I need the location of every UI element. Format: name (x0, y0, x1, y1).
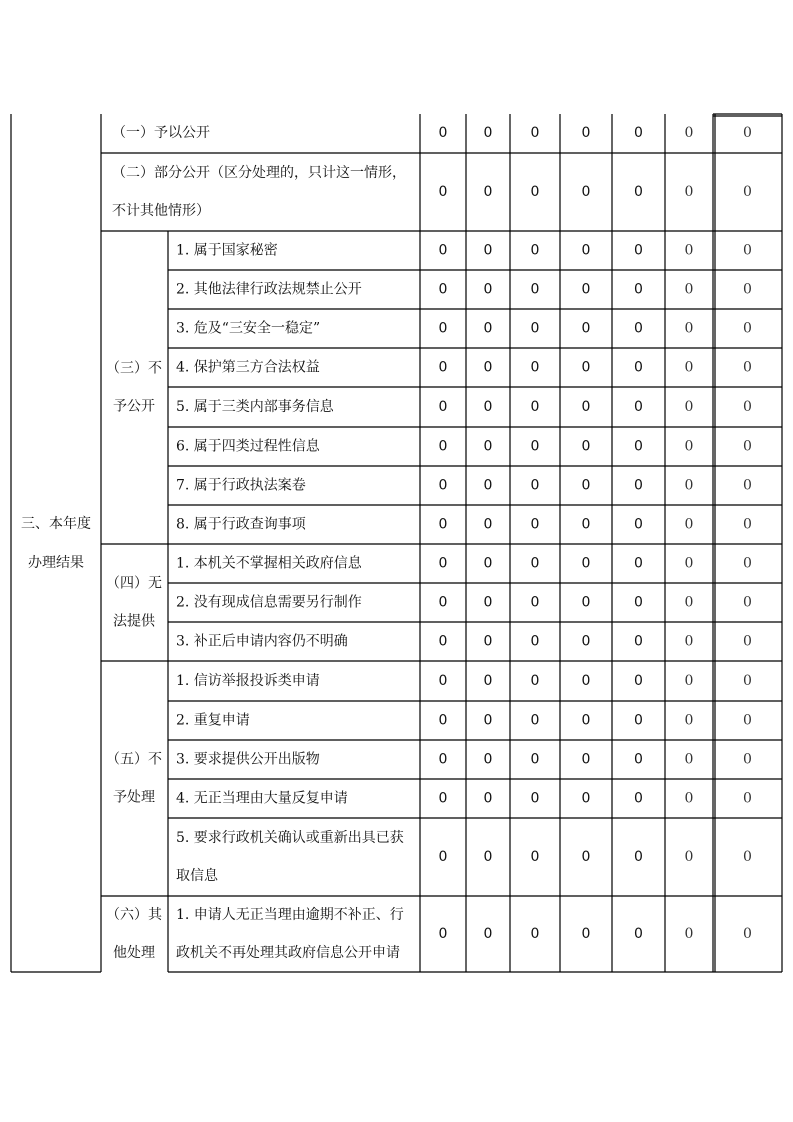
item-row-value: 0 (530, 594, 540, 611)
item-row-value: 0 (438, 555, 448, 572)
item-row-value: 0 (438, 477, 448, 494)
item-label: 5. 属于三类内部事务信息 (176, 399, 334, 415)
item-row-value: 0 (581, 242, 591, 259)
item-row-value: 0 (684, 399, 694, 415)
item-row-value: 0 (684, 751, 694, 768)
item-label: 政机关不再处理其政府信息公开申请 (176, 945, 400, 961)
item-row-value: 0 (743, 477, 752, 494)
item-row-value: 0 (581, 751, 591, 768)
group-label: 予处理 (113, 789, 155, 806)
item-row-value: 0 (684, 320, 694, 337)
item-label: 6. 属于四类过程性信息 (176, 438, 320, 455)
item-row-value: 0 (581, 673, 591, 689)
item-label: 4. 保护第三方合法权益 (176, 359, 320, 376)
item-row-value: 0 (438, 281, 448, 298)
group-label: （五）不 (106, 751, 162, 768)
category-open: （一）予以公开 (112, 125, 210, 141)
item-row-value: 0 (684, 438, 694, 455)
item-row-value: 0 (634, 673, 643, 689)
section-label: 三、本年度 (21, 516, 91, 532)
item-row-value: 0 (634, 926, 643, 942)
item-row-value: 0 (743, 849, 752, 865)
item-row-value: 0 (530, 281, 540, 298)
group-label: 他处理 (113, 945, 155, 961)
item-row-value: 0 (634, 751, 643, 768)
row-open-value: 0 (743, 125, 752, 141)
item-row-value: 0 (684, 790, 694, 807)
item-row-value: 0 (684, 712, 694, 729)
row-partial-value: 0 (684, 184, 694, 200)
group-label: 予公开 (113, 398, 155, 415)
item-row-value: 0 (634, 790, 643, 807)
item-row-value: 0 (684, 555, 694, 572)
category-partial: （二）部分公开（区分处理的，只计这一情形， (112, 165, 406, 181)
item-row-value: 0 (530, 926, 540, 942)
item-row-value: 0 (743, 926, 752, 942)
item-row-value: 0 (483, 633, 493, 650)
item-row-value: 0 (438, 320, 448, 337)
item-row-value: 0 (438, 594, 448, 611)
item-row-value: 0 (684, 281, 694, 298)
item-row-value: 0 (581, 399, 591, 415)
item-label: 取信息 (176, 868, 218, 884)
item-label: 3. 危及“三安全一稳定” (176, 320, 321, 337)
item-row-value: 0 (438, 790, 448, 807)
item-row-value: 0 (684, 926, 694, 942)
item-row-value: 0 (530, 555, 540, 572)
item-row-value: 0 (743, 555, 752, 572)
item-row-value: 0 (634, 516, 643, 533)
item-row-value: 0 (530, 751, 540, 768)
row-partial-value: 0 (483, 184, 493, 200)
item-row-value: 0 (483, 751, 493, 768)
item-row-value: 0 (634, 281, 643, 298)
item-row-value: 0 (634, 399, 643, 415)
item-row-value: 0 (743, 633, 752, 650)
item-row-value: 0 (581, 849, 591, 865)
item-label: 5. 要求行政机关确认或重新出具已获 (176, 830, 404, 846)
item-row-value: 0 (581, 359, 591, 376)
item-row-value: 0 (581, 438, 591, 455)
item-row-value: 0 (483, 594, 493, 611)
row-open-value: 0 (581, 125, 591, 141)
item-row-value: 0 (581, 516, 591, 533)
row-partial-value: 0 (530, 184, 540, 200)
row-partial-value: 0 (438, 184, 448, 200)
item-row-value: 0 (634, 320, 643, 337)
row-open-value: 0 (483, 125, 493, 141)
item-row-value: 0 (438, 673, 448, 689)
item-label: 1. 信访举报投诉类申请 (176, 673, 320, 689)
item-label: 1. 属于国家秘密 (176, 242, 278, 259)
item-row-value: 0 (483, 849, 493, 865)
item-row-value: 0 (438, 359, 448, 376)
item-row-value: 0 (684, 849, 694, 865)
item-row-value: 0 (743, 399, 752, 415)
item-row-value: 0 (743, 751, 752, 768)
item-label: 7. 属于行政执法案卷 (176, 477, 306, 494)
item-row-value: 0 (684, 633, 694, 650)
item-row-value: 0 (581, 320, 591, 337)
item-row-value: 0 (530, 849, 540, 865)
category-partial: 不计其他情形） (112, 203, 210, 219)
item-label: 2. 没有现成信息需要另行制作 (176, 594, 362, 611)
item-row-value: 0 (634, 555, 643, 572)
row-open-value: 0 (530, 125, 540, 141)
item-row-value: 0 (483, 926, 493, 942)
item-row-value: 0 (530, 320, 540, 337)
item-row-value: 0 (743, 673, 752, 689)
group-label: 法提供 (113, 613, 155, 630)
item-label: 3. 补正后申请内容仍不明确 (176, 633, 348, 650)
item-row-value: 0 (483, 399, 493, 415)
item-row-value: 0 (438, 516, 448, 533)
item-row-value: 0 (743, 516, 752, 533)
item-row-value: 0 (743, 320, 752, 337)
item-label: 8. 属于行政查询事项 (176, 516, 306, 533)
item-row-value: 0 (581, 712, 591, 729)
item-row-value: 0 (634, 242, 643, 259)
item-row-value: 0 (684, 359, 694, 376)
row-open-value: 0 (438, 125, 448, 141)
item-row-value: 0 (530, 359, 540, 376)
item-label: 2. 其他法律行政法规禁止公开 (176, 281, 362, 298)
item-row-value: 0 (530, 712, 540, 729)
item-row-value: 0 (483, 320, 493, 337)
item-row-value: 0 (483, 673, 493, 689)
item-row-value: 0 (530, 242, 540, 259)
item-row-value: 0 (743, 242, 752, 259)
item-row-value: 0 (743, 359, 752, 376)
item-row-value: 0 (483, 555, 493, 572)
item-row-value: 0 (438, 399, 448, 415)
item-row-value: 0 (684, 477, 694, 494)
item-label: 1. 申请人无正当理由逾期不补正、行 (176, 907, 404, 923)
item-row-value: 0 (581, 594, 591, 611)
item-row-value: 0 (581, 633, 591, 650)
item-row-value: 0 (530, 477, 540, 494)
group-label: （六）其 (106, 907, 162, 923)
item-row-value: 0 (634, 633, 643, 650)
item-row-value: 0 (581, 555, 591, 572)
item-label: 3. 要求提供公开出版物 (176, 751, 320, 768)
item-row-value: 0 (438, 712, 448, 729)
item-row-value: 0 (634, 477, 643, 494)
group-label: （四）无 (106, 575, 162, 592)
item-row-value: 0 (634, 359, 643, 376)
item-row-value: 0 (743, 438, 752, 455)
item-row-value: 0 (581, 477, 591, 494)
item-row-value: 0 (530, 633, 540, 650)
row-partial-value: 0 (581, 184, 591, 200)
item-row-value: 0 (483, 477, 493, 494)
item-row-value: 0 (743, 712, 752, 729)
item-row-value: 0 (530, 438, 540, 455)
item-row-value: 0 (581, 926, 591, 942)
item-row-value: 0 (634, 594, 643, 611)
item-row-value: 0 (684, 516, 694, 533)
item-row-value: 0 (438, 633, 448, 650)
section-label: 办理结果 (28, 555, 84, 571)
item-row-value: 0 (530, 399, 540, 415)
item-label: 1. 本机关不掌握相关政府信息 (176, 555, 362, 572)
item-row-value: 0 (581, 281, 591, 298)
item-row-value: 0 (684, 594, 694, 611)
item-row-value: 0 (483, 516, 493, 533)
item-row-value: 0 (581, 790, 591, 807)
row-partial-value: 0 (634, 184, 643, 200)
item-row-value: 0 (438, 438, 448, 455)
item-row-value: 0 (438, 751, 448, 768)
item-row-value: 0 (438, 242, 448, 259)
row-open-value: 0 (634, 125, 643, 141)
item-row-value: 0 (483, 359, 493, 376)
item-row-value: 0 (684, 242, 694, 259)
item-row-value: 0 (483, 712, 493, 729)
item-row-value: 0 (634, 712, 643, 729)
row-partial-value: 0 (743, 184, 752, 200)
item-row-value: 0 (438, 849, 448, 865)
item-row-value: 0 (483, 790, 493, 807)
item-row-value: 0 (530, 516, 540, 533)
item-row-value: 0 (684, 673, 694, 689)
item-row-value: 0 (483, 281, 493, 298)
item-row-value: 0 (743, 594, 752, 611)
item-row-value: 0 (634, 438, 643, 455)
item-row-value: 0 (634, 849, 643, 865)
item-row-value: 0 (743, 281, 752, 298)
item-label: 4. 无正当理由大量反复申请 (176, 790, 348, 807)
group-label: （三）不 (106, 360, 162, 377)
row-open-value: 0 (684, 125, 694, 141)
item-row-value: 0 (530, 673, 540, 689)
item-row-value: 0 (483, 438, 493, 455)
item-row-value: 0 (743, 790, 752, 807)
item-row-value: 0 (483, 242, 493, 259)
item-row-value: 0 (530, 790, 540, 807)
item-label: 2. 重复申请 (176, 712, 250, 729)
item-row-value: 0 (438, 926, 448, 942)
